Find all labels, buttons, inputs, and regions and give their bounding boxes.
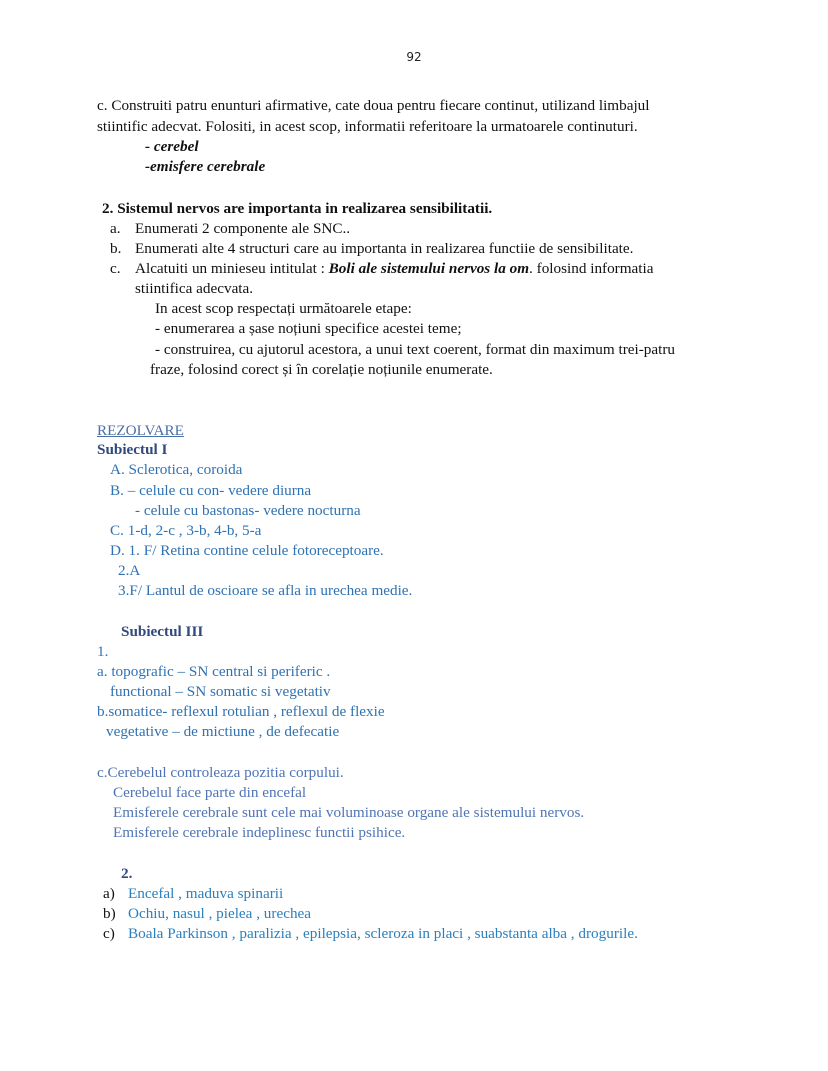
subject3-item-b-label: b) xyxy=(103,905,116,922)
subject3-a2: functional – SN somatic si vegetativ xyxy=(110,683,331,700)
task-2-c-text xyxy=(135,259,653,279)
subject1-title: Subiectul I xyxy=(97,441,168,458)
subject1-answer-b2: - celule cu bastonas- vedere nocturna xyxy=(135,502,361,519)
subject1-answer-d2: 2.A xyxy=(118,562,141,579)
subject1-answer-c: C. 1-d, 2-c , 3-b, 4-b, 5-a xyxy=(110,522,262,539)
subject3-item-c-text: Boala Parkinson , paralizia , epilepsia, scleroza in placi , suabstanta alba , drogurile. xyxy=(128,925,638,942)
task-2-b-text: Enumerati alte 4 structuri care au importanta in realizarea functiie de sensibilitate. xyxy=(135,240,634,257)
task-c-item-cerebel: - cerebel xyxy=(145,138,199,155)
task-2-b-label: b. xyxy=(110,240,122,257)
task-2-c-post: . folosind informatia xyxy=(529,260,654,277)
subject3-c1: c.Cerebelul controleaza pozitia corpului. xyxy=(97,764,344,781)
task-2-step1: - enumerarea a șase noțiuni specifice acestei teme; xyxy=(155,320,462,337)
task-2-c-label: c. xyxy=(110,260,121,277)
task-2-c-essay-title: Boli ale sistemului nervos la om xyxy=(328,260,530,277)
subject3-item-a-label: a) xyxy=(103,885,115,902)
task-c-item-emisfere: -emisfere cerebrale xyxy=(145,158,266,175)
subject3-item-c-label: c) xyxy=(103,925,115,942)
task-2-title: 2. Sistemul nervos are importanta in realizarea sensibilitatii. xyxy=(102,200,493,217)
subject3-c3: Emisferele cerebrale sunt cele mai voluminoase organe ale sistemului nervos. xyxy=(113,804,585,821)
subject1-answer-b1: B. – celule cu con- vedere diurna xyxy=(110,482,312,499)
task-2-steps-intro: In acest scop respectați următoarele etape: xyxy=(155,300,412,317)
task-2-step2-line1: - construirea, cu ajutorul acestora, a unui text coerent, format din maximum trei-patru xyxy=(155,341,675,358)
subject3-b2: vegetative – de mictiune , de defecatie xyxy=(106,723,340,740)
subject3-q1: 1. xyxy=(97,643,109,660)
subject1-answer-d1: D. 1. F/ Retina contine celule fotoreceptoare. xyxy=(110,542,384,559)
subject1-answer-d3: 3.F/ Lantul de oscioare se afla in urechea medie. xyxy=(118,582,413,599)
subject3-b1: b.somatice- reflexul rotulian , reflexul de flexie xyxy=(97,703,385,720)
subject3-title: Subiectul III xyxy=(121,623,204,640)
task-c-line2: stiintific adecvat. Folositi, in acest scop, informatii referitoare la urmatoarele continuturi. xyxy=(97,118,638,135)
task-2-c-pre: Alcatuiti un minieseu intitulat : xyxy=(135,260,329,277)
subject3-item-b-text: Ochiu, nasul , pielea , urechea xyxy=(128,905,312,922)
subject3-c2: Cerebelul face parte din encefal xyxy=(113,784,307,801)
page-number: 92 xyxy=(406,50,422,64)
subject3-q2: 2. xyxy=(121,865,133,882)
task-c-line1: c. Construiti patru enunturi afirmative, cate doua pentru fiecare continut, utilizand limbajul xyxy=(97,97,650,114)
task-2-a-text: Enumerati 2 componente ale SNC.. xyxy=(135,220,351,237)
task-2-step2-line2: fraze, folosind corect și în corelație noțiunile enumerate. xyxy=(150,361,493,378)
subject3-a1: a. topografic – SN central si periferic . xyxy=(97,663,331,680)
subject1-answer-a: A. Sclerotica, coroida xyxy=(110,461,243,478)
subject3-item-a-text: Encefal , maduva spinarii xyxy=(128,885,284,902)
task-2-c-line2: stiintifica adecvata. xyxy=(135,280,254,297)
solution-heading: REZOLVARE xyxy=(97,422,184,439)
subject3-c4: Emisferele cerebrale indeplinesc functii psihice. xyxy=(113,824,406,841)
task-2-a-label: a. xyxy=(110,220,121,237)
